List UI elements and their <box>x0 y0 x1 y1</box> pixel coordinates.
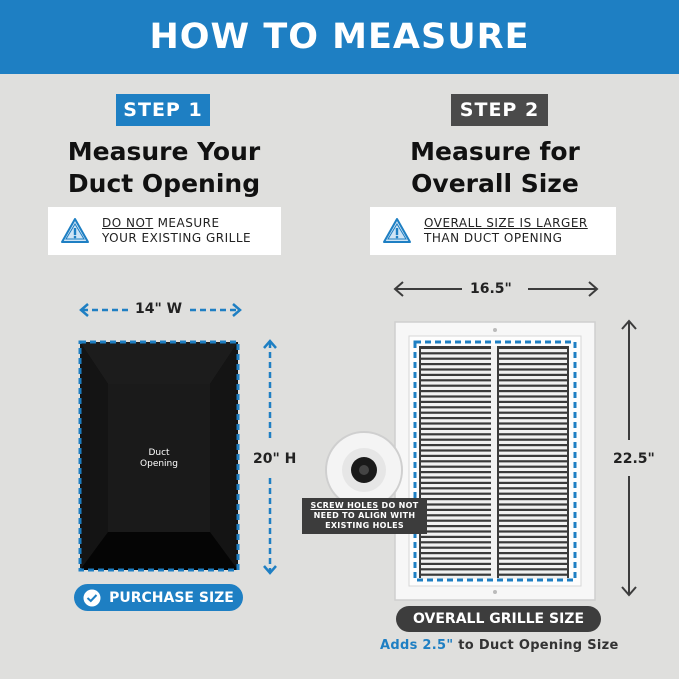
step-1-width-label: 14" W <box>135 301 183 317</box>
callout-line3: EXISTING HOLES <box>325 521 404 530</box>
check-circle-icon <box>83 589 101 607</box>
louver-slat <box>499 354 567 357</box>
louver-slat <box>421 365 491 368</box>
callout-emphasis: SCREW HOLES <box>310 501 379 510</box>
louver-slat <box>499 468 567 471</box>
step-1-warning-text <box>102 216 251 246</box>
step-2-badge <box>451 94 548 126</box>
louver-slat <box>499 511 567 514</box>
louver-slat <box>421 506 491 509</box>
louver-slat <box>421 468 491 471</box>
louver-slat <box>421 381 491 384</box>
louver-slat <box>421 457 491 460</box>
louver-slat <box>499 419 567 422</box>
louver-slat <box>421 435 491 438</box>
louver-slat <box>499 446 567 449</box>
louver-slat <box>499 349 567 352</box>
warning-rest: MEASURE <box>153 216 220 230</box>
warning-emphasis: DO NOT <box>102 216 154 230</box>
louver-slat <box>499 371 567 374</box>
louver-slat <box>499 570 567 573</box>
louver-slat <box>421 543 491 546</box>
warning-line2: YOUR EXISTING GRILLE <box>102 231 252 245</box>
louver-slat <box>421 516 491 519</box>
louver-slat <box>421 414 491 417</box>
louver-slat <box>499 522 567 525</box>
louver-slat <box>421 425 491 428</box>
louver-slat <box>421 484 491 487</box>
louver-slat <box>421 489 491 492</box>
louver-slat <box>499 462 567 465</box>
duct-opening-label <box>108 448 210 470</box>
step-2-width-label: 16.5" <box>470 281 512 297</box>
duct-opening-line1: Duct <box>148 448 170 458</box>
louver-slat <box>499 489 567 492</box>
louver-slat <box>499 543 567 546</box>
step-2-height-label: 22.5" <box>613 451 655 467</box>
purchase-size-pill <box>74 584 243 611</box>
louver-slat <box>499 560 567 563</box>
louver-slat <box>421 560 491 563</box>
louver-slat <box>499 452 567 455</box>
louver-slat <box>499 549 567 552</box>
warning-line2: THAN DUCT OPENING <box>424 231 563 245</box>
louver-slat <box>421 392 491 395</box>
footnote-rest: to Duct Opening Size <box>453 638 619 653</box>
louver-slat <box>499 376 567 379</box>
louver-slat <box>499 527 567 530</box>
louver-slat <box>421 349 491 352</box>
step-1-badge-label: STEP 1 <box>123 99 203 121</box>
louver-slat <box>499 554 567 557</box>
louver-slat <box>421 473 491 476</box>
louver-slat <box>421 371 491 374</box>
duct-opening-line2: Opening <box>140 459 178 469</box>
louver-slat <box>499 495 567 498</box>
step-2-warning-text <box>424 216 588 246</box>
louver-slat <box>421 538 491 541</box>
louver-slat <box>421 430 491 433</box>
warning-line1: OVERALL SIZE IS LARGER <box>424 216 588 230</box>
louver-slat <box>421 354 491 357</box>
step-1-heading-line1: Measure Your <box>67 137 261 166</box>
louver-slat <box>421 565 491 568</box>
callout-rest: DO NOT <box>378 501 419 510</box>
step-2-badge-label: STEP 2 <box>459 99 540 121</box>
louver-slat <box>499 387 567 390</box>
step-1-height-label: 20" H <box>253 451 297 467</box>
louver-slat <box>421 495 491 498</box>
louver-slat <box>421 419 491 422</box>
step-1-heading-line2: Duct Opening <box>67 169 261 198</box>
louver-slat <box>499 565 567 568</box>
warning-triangle-icon <box>60 216 90 246</box>
louver-slat <box>499 425 567 428</box>
screw-holes-callout <box>302 498 427 534</box>
louver-slat <box>421 549 491 552</box>
louver-slat <box>499 430 567 433</box>
louver-slat <box>499 484 567 487</box>
louver-slat <box>499 414 567 417</box>
louver-slat <box>499 381 567 384</box>
warning-triangle-icon <box>382 216 412 246</box>
page-title: HOW TO MEASURE <box>149 17 530 57</box>
louver-slat <box>421 511 491 514</box>
louver-slat <box>499 441 567 444</box>
louver-slat <box>421 522 491 525</box>
return-grille-diagram <box>395 322 595 600</box>
louver-slat <box>499 473 567 476</box>
louver-slat <box>499 392 567 395</box>
louver-slat <box>421 533 491 536</box>
louver-slat <box>421 570 491 573</box>
purchase-size-label: PURCHASE SIZE <box>109 589 234 606</box>
louver-slat <box>499 365 567 368</box>
louver-slat <box>421 554 491 557</box>
louver-slat <box>499 538 567 541</box>
louver-slat <box>499 533 567 536</box>
louver-slat <box>421 398 491 401</box>
step-2-heading-line1: Measure for <box>410 137 580 166</box>
step-1-warning-box <box>48 207 281 255</box>
overall-grille-size-label: OVERALL GRILLE SIZE <box>412 611 585 627</box>
louver-slat <box>421 452 491 455</box>
louver-slat <box>421 446 491 449</box>
footnote-highlight: Adds 2.5" <box>380 638 454 653</box>
header-banner <box>0 0 679 74</box>
callout-line2: NEED TO ALIGN WITH <box>313 511 416 520</box>
step-2-warning-box <box>370 207 616 255</box>
louver-slat <box>499 506 567 509</box>
overall-size-footnote <box>380 638 619 653</box>
step-1-heading <box>34 136 294 200</box>
louver-slat <box>421 408 491 411</box>
louver-slat <box>421 360 491 363</box>
louver-slat <box>499 435 567 438</box>
louver-slat <box>499 360 567 363</box>
louver-slat <box>421 527 491 530</box>
step-1-badge <box>116 94 210 126</box>
louver-slat <box>499 398 567 401</box>
louver-slat <box>499 408 567 411</box>
louver-slat <box>499 403 567 406</box>
louver-slat <box>499 500 567 503</box>
louver-slat <box>421 479 491 482</box>
louver-slat <box>421 441 491 444</box>
louver-slat <box>499 457 567 460</box>
louver-slat <box>499 516 567 519</box>
louver-slat <box>421 500 491 503</box>
louver-slat <box>421 403 491 406</box>
louver-slat <box>421 376 491 379</box>
louver-slat <box>421 387 491 390</box>
step-2-heading-line2: Overall Size <box>411 169 579 198</box>
louver-slat <box>499 479 567 482</box>
overall-grille-size-pill <box>396 606 601 632</box>
step-2-heading <box>365 136 625 200</box>
louver-slat <box>421 462 491 465</box>
